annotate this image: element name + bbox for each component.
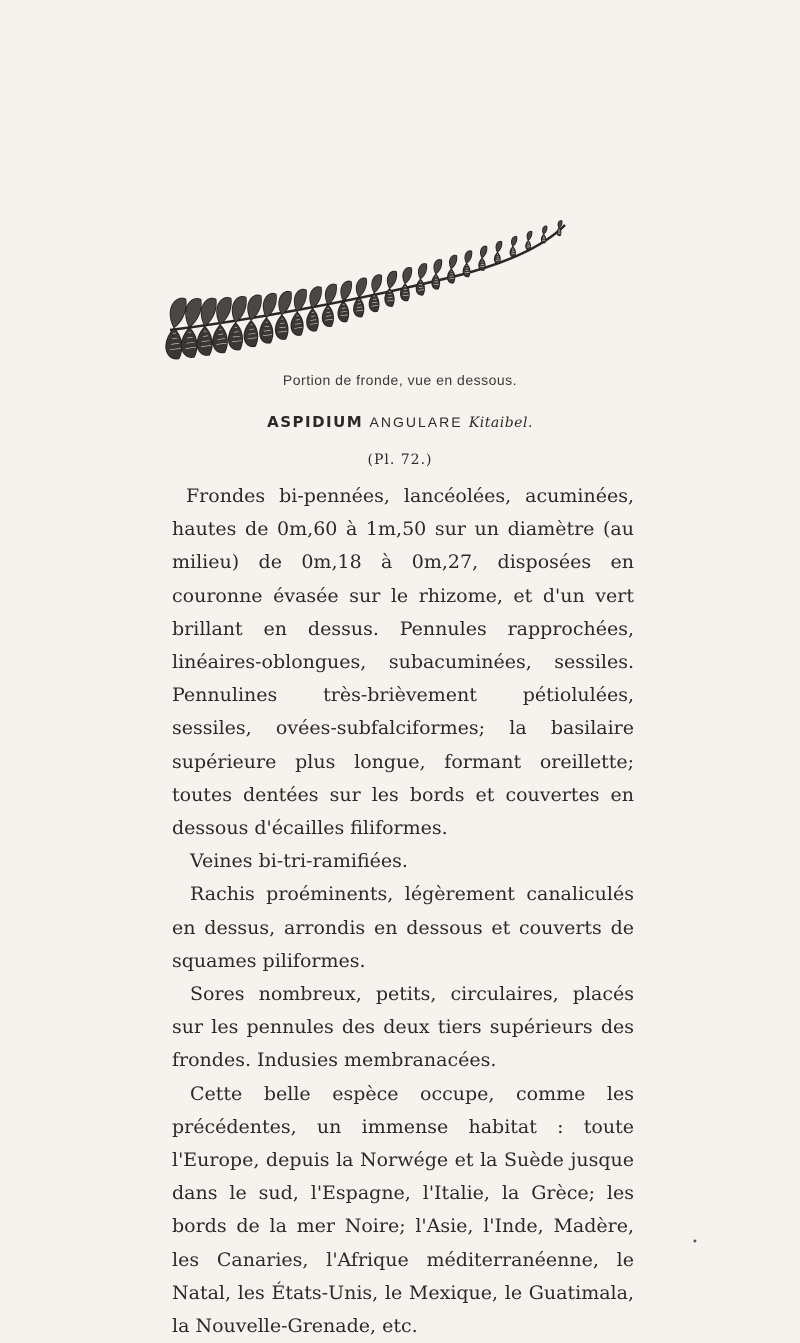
plate-reference: (Pl. 72.) [0,452,800,468]
paragraph-rachis: Rachis proéminents, légèrement canaliculés en dessus, arrondis en dessous et couverts de squames piliformes. [172,878,634,978]
species-genus: ASPIDIUM [267,413,363,431]
species-heading [0,413,800,431]
paragraph-habitat: Cette belle espèce occupe, comme les précédentes, un immense habitat : toute l'Europe, depuis la Norwége et la Suède jusque dans le sud, l'Espagne, l'Italie, la Grèce; les bords de la mer Noire; l'Asie, l'Inde, Madère, les Canaries, l'Afrique méditerranéenne, le Natal, les États-Unis, le Mexique, le Guatimala, la Nouvelle-Grenade, etc. [172,1078,634,1343]
paragraph-sori: Sores nombreux, petits, circulaires, placés sur les pennules des deux tiers supérieurs des frondes. Indusies membranacées. [172,978,634,1078]
frond-figure [160,220,570,360]
fern-frond-illustration-icon [160,220,570,360]
description-text [172,480,634,1343]
paragraph-veins: Veines bi-tri-ramifiées. [172,845,634,878]
paragraph-description: Frondes bi-pennées, lancéolées, acuminées, hautes de 0m,60 à 1m,50 sur un diamètre (au milieu) de 0m,18 à 0m,27, disposées en couronne évasée sur le rhizome, et d'un vert brillant en dessus. Pennules rapprochées, linéaires-oblongues, subacuminées, sessiles. Pennulines très-brièvement pétiolulées, sessiles, ovées-subfalciformes; la basilaire supérieure plus longue, formant oreillette; toutes dentées sur les bords et couvertes en dessous d'écailles filiformes. [172,480,634,845]
figure-caption: Portion de fronde, vue en dessous. [0,372,800,388]
species-author: Kitaibel. [469,415,533,431]
margin-mark: • [692,1237,698,1248]
species-epithet: ANGULARE [370,414,463,430]
